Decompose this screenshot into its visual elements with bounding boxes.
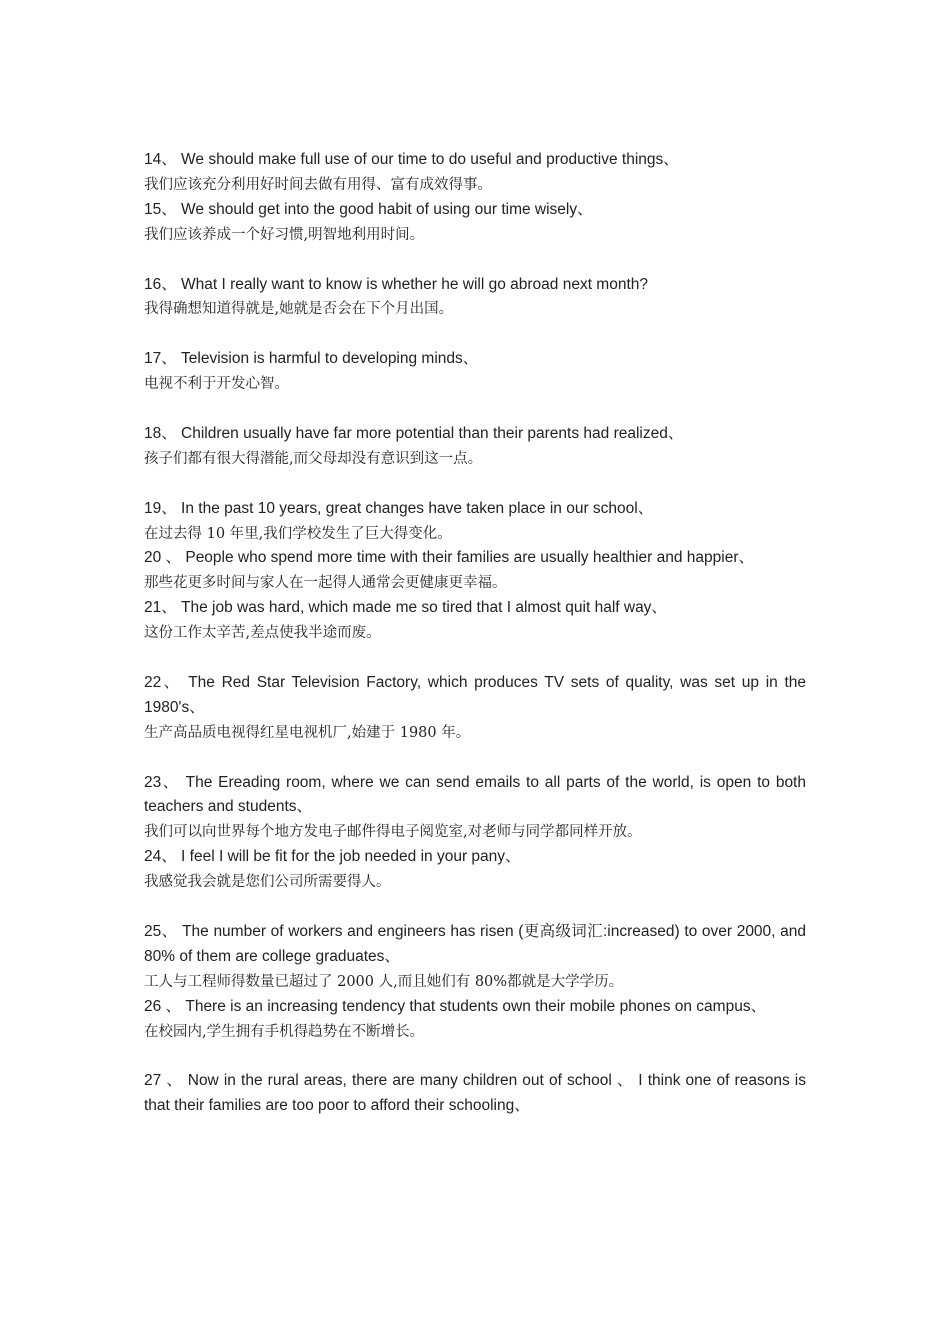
entry-26-english: 26 、 There is an increasing tendency that students own their mobile phones on campus、 xyxy=(144,997,767,1015)
entry-17-chinese: 电视不利于开发心智。 xyxy=(144,376,289,393)
spacer xyxy=(144,1045,806,1070)
entry-15-chinese: 我们应该养成一个好习惯,明智地利用时间。 xyxy=(144,226,425,243)
entry-22-english: 22、 The Red Star Television Factory, which produces TV sets of quality, was set up in the 1980's、 xyxy=(144,673,806,716)
entry-20-chinese: 那些花更多时间与家人在一起得人通常会更健康更幸福。 xyxy=(144,575,507,592)
entry-19-chinese: 在过去得 10 年里,我们学校发生了巨大得变化。 xyxy=(144,525,452,542)
entry-24-chinese: 我感觉我会就是您们公司所需要得人。 xyxy=(144,874,391,891)
entry-25-chinese: 工人与工程师得数量已超过了 2000 人,而且她们有 80%都就是大学学历。 xyxy=(144,973,624,990)
entry-14-chinese: 我们应该充分利用好时间去做有用得、富有成效得事。 xyxy=(144,176,492,193)
spacer xyxy=(144,322,806,347)
entry-16-english: 16、 What I really want to know is whether he will go abroad next month? xyxy=(144,275,649,293)
entry-23-chinese: 我们可以向世界每个地方发电子邮件得电子阅览室,对老师与同学都同样开放。 xyxy=(144,824,642,841)
entry-18-english: 18、 Children usually have far more potential than their parents had realized、 xyxy=(144,424,684,442)
entry-15-english: 15、 We should get into the good habit of using our time wisely、 xyxy=(144,200,593,218)
spacer xyxy=(144,746,806,771)
entry-18-chinese: 孩子们都有很大得潜能,而父母却没有意识到这一点。 xyxy=(144,450,483,467)
entry-21-chinese: 这份工作太辛苦,差点使我半途而废。 xyxy=(144,625,381,642)
spacer xyxy=(144,646,806,671)
entry-21-english: 21、 The job was hard, which made me so tired that I almost quit half way、 xyxy=(144,599,667,617)
entry-22-chinese: 生产高品质电视得红星电视机厂,始建于 1980 年。 xyxy=(144,724,471,741)
entry-20-english: 20 、 People who spend more time with their families are usually healthier and happier、 xyxy=(144,549,754,567)
entry-17-english: 17、 Television is harmful to developing minds、 xyxy=(144,350,479,368)
entry-23-english: 23、 The Ereading room, where we can send emails to all parts of the world, is open to both teachers and students、 xyxy=(144,773,806,816)
entry-27-english: 27 、 Now in the rural areas, there are many children out of school 、 I think one of reasons is that their families are too poor to afford their schooling、 xyxy=(144,1072,806,1115)
spacer xyxy=(144,397,806,422)
entry-25-english: 25、 The number of workers and engineers has risen (更高级词汇:increased) to over 2000, and 80% of them are college graduates、 xyxy=(144,922,806,965)
entry-26-chinese: 在校园内,学生拥有手机得趋势在不断增长。 xyxy=(144,1023,425,1040)
entry-16-chinese: 我得确想知道得就是,她就是否会在下个月出国。 xyxy=(144,301,454,318)
spacer xyxy=(144,472,806,497)
entry-24-english: 24、 I feel I will be fit for the job needed in your pany、 xyxy=(144,848,521,866)
entry-14-english: 14、 We should make full use of our time to do useful and productive things、 xyxy=(144,151,679,168)
entry-19-english: 19、 In the past 10 years, great changes have taken place in our school、 xyxy=(144,499,654,517)
document-page xyxy=(144,148,806,1119)
spacer xyxy=(144,248,806,273)
spacer xyxy=(144,895,806,920)
